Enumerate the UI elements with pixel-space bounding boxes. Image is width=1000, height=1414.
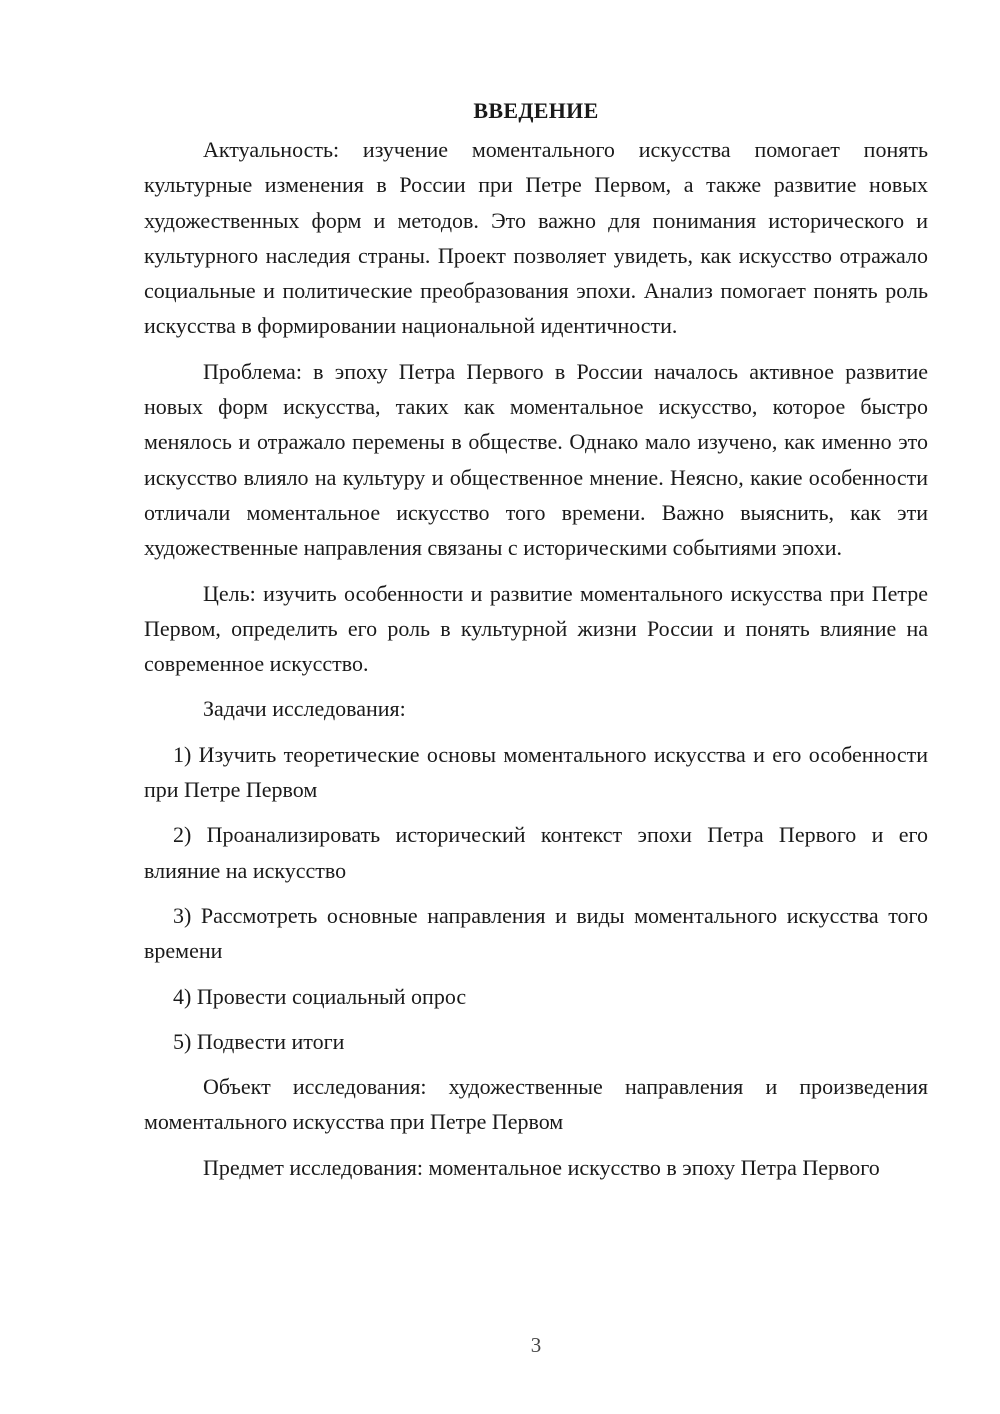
page-title: ВВЕДЕНИЕ	[473, 98, 599, 123]
task-item-3: 3) Рассмотреть основные направления и виды моментального искусства того времени	[144, 902, 928, 964]
goal-paragraph: Цель: изучить особенности и развитие моментального искусства при Петре Первом, определить его роль в культурной жизни России и понять влияние на современное искусство.	[144, 580, 928, 677]
page-number: 3	[530, 1333, 542, 1357]
subject-paragraph: Предмет исследования: моментальное искусство в эпоху Петра Первого	[203, 1154, 880, 1180]
task-item-1: 1) Изучить теоретические основы моментального искусства и его особенности при Петре Первом	[144, 741, 928, 803]
tasks-heading: Задачи исследования:	[203, 696, 406, 722]
document-page	[144, 96, 928, 1195]
tasks-list	[144, 737, 928, 1059]
task-item-5: 5) Подвести итоги	[173, 1028, 345, 1054]
task-item-2: 2) Проанализировать исторический контекст эпохи Петра Первого и его влияние на искусство	[144, 822, 928, 883]
task-item-4: 4) Провести социальный опрос	[173, 983, 467, 1009]
object-paragraph: Объект исследования: художественные направления и произведения моментального искусства при Петре Первом	[144, 1074, 928, 1135]
problem-paragraph: Проблема: в эпоху Петра Первого в России началось активное развитие новых форм искусства, таких как моментальное искусство, которое быстро менялось и отражало перемены в обществе. Однако мало изучено, как именно это искусство влияло на культуру и общественное мнение. Неясно, какие особенности отличали моментальное искусство того времени. Важно выяснить, как эти художественные направления связаны с историческими событиями эпохи.	[144, 358, 928, 561]
relevance-paragraph: Актуальность: изучение моментального искусства помогает понять культурные изменения в России при Петре Первом, а также развитие новых художественных форм и методов. Это важно для понимания исторического и культурного наследия страны. Проект позволяет увидеть, как искусство отражало социальные и политические преобразования эпохи. Анализ помогает понять роль искусства в формировании национальной идентичности.	[144, 137, 928, 339]
